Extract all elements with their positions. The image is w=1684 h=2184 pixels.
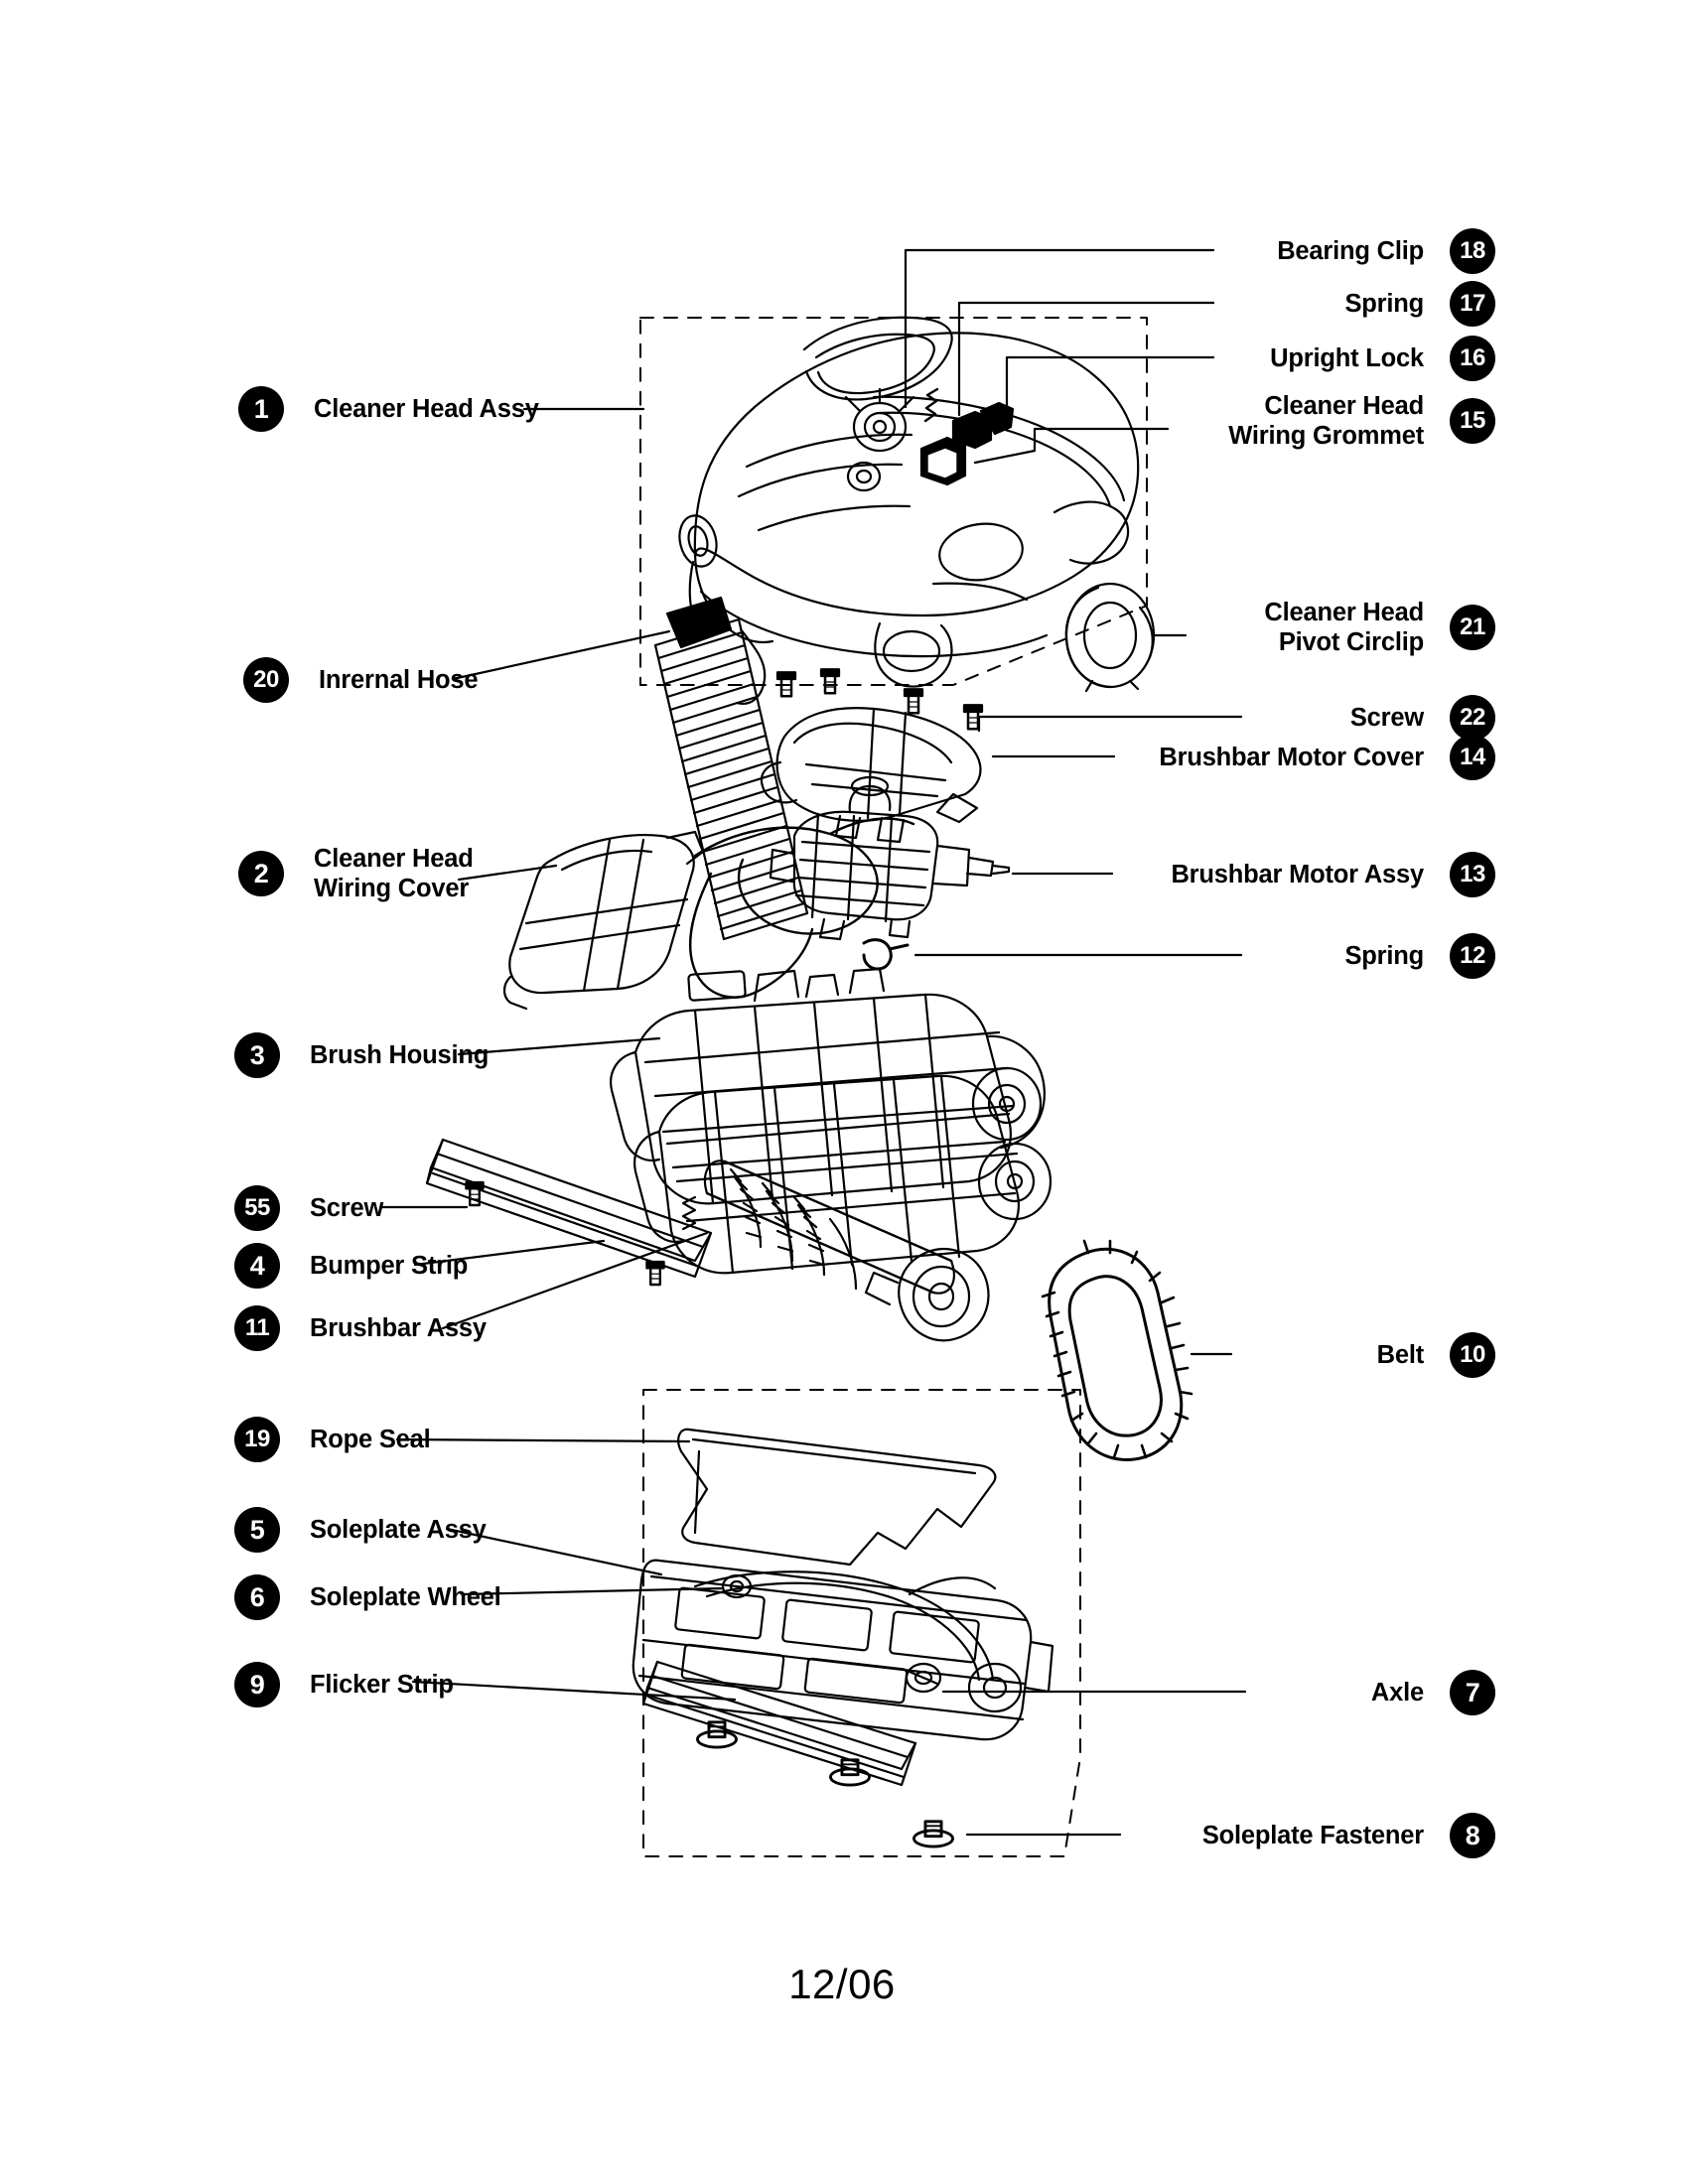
label-line-1: Cleaner Head [1264, 392, 1424, 420]
callout-17-spring[interactable] [1344, 281, 1495, 327]
callout-label-soleplate-wheel: Soleplate Wheel [310, 1582, 501, 1611]
callout-badge-18: 18 [1450, 228, 1495, 274]
callout-18-bearing-clip[interactable] [1277, 228, 1495, 274]
callout-badge-17: 17 [1450, 281, 1495, 327]
callout-13-brushbar-motor-assy[interactable] [1171, 852, 1495, 897]
callout-label-soleplate-assy: Soleplate Assy [310, 1515, 487, 1544]
callout-label-upright-lock: Upright Lock [1270, 343, 1424, 372]
callout-20-internal-hose[interactable] [243, 657, 478, 703]
callout-badge-3: 3 [234, 1032, 280, 1078]
date-stamp: 12/06 [788, 1961, 896, 2007]
callout-label-cleaner-head-wiring-cover [314, 844, 474, 903]
callout-label-cleaner-head-assy: Cleaner Head Assy [314, 394, 539, 423]
callout-12-spring[interactable] [1344, 933, 1495, 979]
callout-badge-16: 16 [1450, 336, 1495, 381]
callout-14-brushbar-motor-cover[interactable] [1159, 735, 1495, 780]
callout-5-soleplate-assy[interactable] [234, 1507, 487, 1553]
callout-badge-15: 15 [1450, 398, 1495, 444]
callout-21-cleaner-head-pivot-circlip[interactable] [1264, 598, 1495, 657]
callout-1-cleaner-head-assy[interactable] [238, 386, 539, 432]
callout-label-screw: Screw [310, 1193, 384, 1222]
callout-label-brushbar-motor-cover: Brushbar Motor Cover [1159, 743, 1424, 771]
callout-6-soleplate-wheel[interactable] [234, 1574, 501, 1620]
callout-19-rope-seal[interactable] [234, 1417, 431, 1462]
callout-badge-8: 8 [1450, 1813, 1495, 1858]
callout-badge-10: 10 [1450, 1332, 1495, 1378]
callout-badge-2: 2 [238, 851, 284, 896]
callout-label-spring-12: Spring [1344, 941, 1424, 970]
callout-15-cleaner-head-wiring-grommet[interactable] [1228, 391, 1495, 451]
callout-11-brushbar-assy[interactable] [234, 1305, 487, 1351]
callout-label-internal-hose: Inrernal Hose [319, 665, 479, 694]
label-line-2: Wiring Grommet [1228, 422, 1424, 451]
callout-badge-1: 1 [238, 386, 284, 432]
callout-badge-7: 7 [1450, 1670, 1495, 1715]
label-line-1: Cleaner Head [314, 845, 474, 873]
callout-badge-12: 12 [1450, 933, 1495, 979]
callout-label-screw-22: Screw [1349, 703, 1424, 732]
label-line-2: Wiring Cover [314, 875, 470, 903]
callout-badge-5: 5 [234, 1507, 280, 1553]
callout-badge-13: 13 [1450, 852, 1495, 897]
callout-badge-4: 4 [234, 1243, 280, 1289]
label-line-2: Pivot Circlip [1278, 628, 1424, 657]
callout-badge-9: 9 [234, 1662, 280, 1707]
callout-55-screw[interactable] [234, 1185, 383, 1231]
callout-badge-11: 11 [234, 1305, 280, 1351]
callout-8-soleplate-fastener[interactable] [1202, 1813, 1495, 1858]
callout-label-brushbar-assy: Brushbar Assy [310, 1313, 487, 1342]
callout-label-flicker-strip: Flicker Strip [310, 1670, 454, 1699]
callout-label-brushbar-motor-assy: Brushbar Motor Assy [1171, 860, 1424, 888]
callout-label-spring-17: Spring [1344, 289, 1424, 318]
callout-label-rope-seal: Rope Seal [310, 1425, 431, 1453]
callout-badge-20: 20 [243, 657, 289, 703]
callout-label-cleaner-head-pivot-circlip [1264, 598, 1424, 657]
callout-badge-19: 19 [234, 1417, 280, 1462]
callout-badge-14: 14 [1450, 735, 1495, 780]
callout-10-belt[interactable] [1377, 1332, 1495, 1378]
callout-4-bumper-strip[interactable] [234, 1243, 468, 1289]
callout-label-cleaner-head-wiring-grommet [1228, 391, 1424, 451]
label-line-1: Cleaner Head [1264, 599, 1424, 626]
callout-label-soleplate-fastener: Soleplate Fastener [1201, 1821, 1424, 1849]
callout-2-cleaner-head-wiring-cover[interactable] [238, 844, 474, 903]
callout-badge-21: 21 [1450, 605, 1495, 650]
callout-3-brush-housing[interactable] [234, 1032, 489, 1078]
callout-label-bearing-clip: Bearing Clip [1277, 236, 1424, 265]
callout-label-brush-housing: Brush Housing [310, 1040, 490, 1069]
callout-label-axle: Axle [1370, 1678, 1424, 1706]
callout-badge-55: 55 [234, 1185, 280, 1231]
callout-badge-6: 6 [234, 1574, 280, 1620]
callout-badge-22: 22 [1450, 695, 1495, 741]
callout-label-bumper-strip: Bumper Strip [310, 1251, 469, 1280]
callout-label-belt: Belt [1376, 1340, 1424, 1369]
callout-7-axle[interactable] [1371, 1670, 1495, 1715]
callout-9-flicker-strip[interactable] [234, 1662, 454, 1707]
callout-16-upright-lock[interactable] [1270, 336, 1495, 381]
